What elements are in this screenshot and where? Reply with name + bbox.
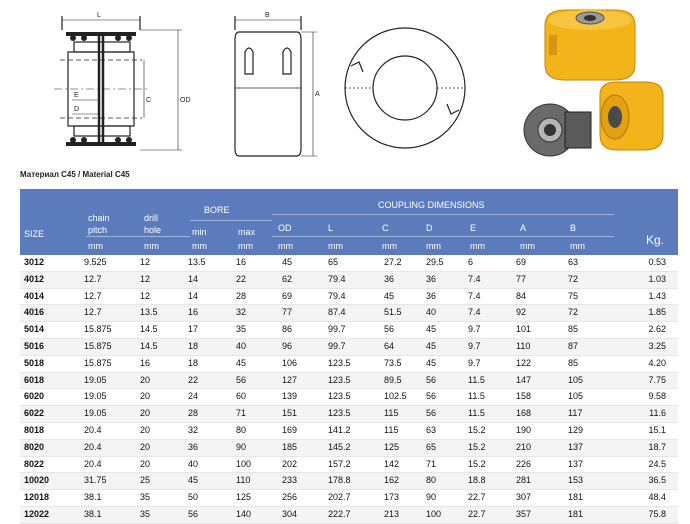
size-cell: 8020 bbox=[20, 439, 84, 456]
table-cell: 307 bbox=[516, 490, 568, 507]
table-cell: 20.4 bbox=[84, 422, 140, 439]
table-cell: 14.5 bbox=[140, 338, 188, 355]
table-row bbox=[20, 338, 678, 355]
table-cell: 15.2 bbox=[468, 439, 516, 456]
table-cell: 17 bbox=[188, 322, 236, 339]
table-cell: 106 bbox=[282, 355, 328, 372]
material-caption: Материал C45 / Material C45 bbox=[20, 170, 130, 179]
table-cell: 19.05 bbox=[84, 389, 140, 406]
table-cell: 15.875 bbox=[84, 355, 140, 372]
table-cell: 123.5 bbox=[328, 355, 384, 372]
header-hole: hole bbox=[144, 225, 162, 235]
table-cell: 158 bbox=[516, 389, 568, 406]
table-cell: 123.5 bbox=[328, 372, 384, 389]
header-divider bbox=[86, 236, 190, 237]
table-cell: 96 bbox=[282, 338, 328, 355]
table-cell: 12 bbox=[140, 255, 188, 271]
table-cell: 11.5 bbox=[468, 406, 516, 423]
table-cell: 202.7 bbox=[328, 490, 384, 507]
table-cell: 45 bbox=[426, 338, 468, 355]
table-cell: 20 bbox=[140, 406, 188, 423]
table-cell: 35 bbox=[140, 506, 188, 523]
table-cell: 64 bbox=[384, 338, 426, 355]
size-cell: 4012 bbox=[20, 271, 84, 288]
table-cell: 18 bbox=[188, 355, 236, 372]
dim-label-L: L bbox=[97, 12, 101, 19]
table-cell: 56 bbox=[426, 389, 468, 406]
kg-cell: 9.58 bbox=[618, 389, 678, 406]
table-cell: 45 bbox=[188, 473, 236, 490]
table-cell: 56 bbox=[236, 372, 282, 389]
header-coupling-dimensions: COUPLING DIMENSIONS bbox=[378, 200, 485, 210]
size-cell: 5014 bbox=[20, 322, 84, 339]
table-row bbox=[20, 422, 678, 439]
header-e: E bbox=[470, 223, 477, 233]
table-cell: 122 bbox=[516, 355, 568, 372]
table-cell: 15.875 bbox=[84, 338, 140, 355]
table-cell: 15.875 bbox=[84, 322, 140, 339]
table-cell: 40 bbox=[426, 305, 468, 322]
table-cell: 7.4 bbox=[468, 271, 516, 288]
kg-cell: 75.8 bbox=[618, 506, 678, 523]
table-cell: 56 bbox=[188, 506, 236, 523]
table-cell: 16 bbox=[140, 355, 188, 372]
table-cell: 80 bbox=[236, 422, 282, 439]
table-cell: 60 bbox=[236, 389, 282, 406]
table-cell: 56 bbox=[426, 372, 468, 389]
table-cell: 141.2 bbox=[328, 422, 384, 439]
cover-end-drawing bbox=[335, 0, 475, 165]
table-row bbox=[20, 439, 678, 456]
table-cell: 20 bbox=[140, 389, 188, 406]
table-cell: 127 bbox=[282, 372, 328, 389]
table-cell: 16 bbox=[236, 255, 282, 271]
table-cell: 38.1 bbox=[84, 506, 140, 523]
table-cell: 20.4 bbox=[84, 456, 140, 473]
table-cell: 71 bbox=[236, 406, 282, 423]
table-cell: 100 bbox=[236, 456, 282, 473]
table-cell: 123.5 bbox=[328, 389, 384, 406]
dimensions-unit-divider bbox=[272, 236, 614, 237]
table-cell: 71 bbox=[426, 456, 468, 473]
unit-e: mm bbox=[470, 241, 485, 251]
table-cell: 125 bbox=[236, 490, 282, 507]
table-cell: 28 bbox=[188, 406, 236, 423]
table-cell: 29.5 bbox=[426, 255, 468, 271]
table-cell: 7.4 bbox=[468, 288, 516, 305]
table-cell: 9.7 bbox=[468, 355, 516, 372]
unit-drill-hole: mm bbox=[144, 241, 159, 251]
table-cell: 38.1 bbox=[84, 490, 140, 507]
header-od: OD bbox=[278, 223, 292, 233]
table-cell: 75 bbox=[568, 288, 618, 305]
table-cell: 40 bbox=[236, 338, 282, 355]
coupling-side-drawing bbox=[40, 0, 200, 165]
table-cell: 31.75 bbox=[84, 473, 140, 490]
table-cell: 142 bbox=[384, 456, 426, 473]
table-cell: 87.4 bbox=[328, 305, 384, 322]
table-cell: 18.8 bbox=[468, 473, 516, 490]
kg-cell: 2.62 bbox=[618, 322, 678, 339]
table-cell: 65 bbox=[426, 439, 468, 456]
table-cell: 213 bbox=[384, 506, 426, 523]
table-cell: 45 bbox=[282, 255, 328, 271]
bore-divider bbox=[190, 220, 272, 221]
table-header bbox=[20, 189, 678, 255]
table-cell: 168 bbox=[516, 406, 568, 423]
table-cell: 36 bbox=[426, 288, 468, 305]
unit-c: mm bbox=[382, 241, 397, 251]
table-cell: 11.5 bbox=[468, 372, 516, 389]
table-cell: 125 bbox=[384, 439, 426, 456]
table-cell: 84 bbox=[516, 288, 568, 305]
table-cell: 185 bbox=[282, 439, 328, 456]
table-cell: 89.5 bbox=[384, 372, 426, 389]
table-row bbox=[20, 288, 678, 305]
table-cell: 85 bbox=[568, 355, 618, 372]
table-cell: 22.7 bbox=[468, 506, 516, 523]
table-cell: 28 bbox=[236, 288, 282, 305]
table-cell: 101 bbox=[516, 322, 568, 339]
table-row bbox=[20, 372, 678, 389]
table-cell: 12.7 bbox=[84, 305, 140, 322]
table-cell: 12.7 bbox=[84, 288, 140, 305]
table-cell: 35 bbox=[236, 322, 282, 339]
table-cell: 117 bbox=[568, 406, 618, 423]
table-cell: 281 bbox=[516, 473, 568, 490]
table-cell: 105 bbox=[568, 372, 618, 389]
size-cell: 12022 bbox=[20, 506, 84, 523]
table-cell: 13.5 bbox=[188, 255, 236, 271]
table-cell: 210 bbox=[516, 439, 568, 456]
table-cell: 9.525 bbox=[84, 255, 140, 271]
table-row bbox=[20, 389, 678, 406]
table-cell: 63 bbox=[426, 422, 468, 439]
table-cell: 77 bbox=[282, 305, 328, 322]
kg-cell: 4.20 bbox=[618, 355, 678, 372]
table-cell: 50 bbox=[188, 490, 236, 507]
table-cell: 169 bbox=[282, 422, 328, 439]
table-cell: 115 bbox=[384, 406, 426, 423]
table-cell: 16 bbox=[188, 305, 236, 322]
table-cell: 86 bbox=[282, 322, 328, 339]
header-size: SIZE bbox=[24, 229, 45, 239]
table-cell: 22 bbox=[236, 271, 282, 288]
table-cell: 62 bbox=[282, 271, 328, 288]
table-cell: 36 bbox=[426, 271, 468, 288]
table-cell: 77 bbox=[516, 271, 568, 288]
table-cell: 11.5 bbox=[468, 389, 516, 406]
unit-chain-pitch: mm bbox=[88, 241, 103, 251]
table-cell: 80 bbox=[426, 473, 468, 490]
table-cell: 123.5 bbox=[328, 406, 384, 423]
table-cell: 14 bbox=[188, 288, 236, 305]
technical-drawings bbox=[0, 0, 690, 170]
header-a: A bbox=[520, 223, 527, 233]
table-cell: 73.5 bbox=[384, 355, 426, 372]
table-cell: 35 bbox=[140, 490, 188, 507]
table-cell: 110 bbox=[516, 338, 568, 355]
table-cell: 79.4 bbox=[328, 271, 384, 288]
table-cell: 233 bbox=[282, 473, 328, 490]
table-cell: 181 bbox=[568, 490, 618, 507]
table-cell: 105 bbox=[568, 389, 618, 406]
table-cell: 36 bbox=[384, 271, 426, 288]
table-cell: 25 bbox=[140, 473, 188, 490]
kg-cell: 7.75 bbox=[618, 372, 678, 389]
unit-a: mm bbox=[520, 241, 535, 251]
size-cell: 4016 bbox=[20, 305, 84, 322]
table-cell: 147 bbox=[516, 372, 568, 389]
table-cell: 45 bbox=[426, 322, 468, 339]
table-cell: 7.4 bbox=[468, 305, 516, 322]
table-cell: 36 bbox=[188, 439, 236, 456]
unit-od: mm bbox=[278, 241, 293, 251]
table-cell: 45 bbox=[236, 355, 282, 372]
table-cell: 90 bbox=[426, 490, 468, 507]
table-cell: 63 bbox=[568, 255, 618, 271]
table-cell: 100 bbox=[426, 506, 468, 523]
size-cell: 8022 bbox=[20, 456, 84, 473]
table-cell: 92 bbox=[516, 305, 568, 322]
table-cell: 14 bbox=[188, 271, 236, 288]
header-b: B bbox=[570, 223, 577, 233]
unit-d: mm bbox=[426, 241, 441, 251]
table-cell: 15.2 bbox=[468, 456, 516, 473]
table-cell: 256 bbox=[282, 490, 328, 507]
table-cell: 27.2 bbox=[384, 255, 426, 271]
table-cell: 72 bbox=[568, 271, 618, 288]
size-cell: 3012 bbox=[20, 255, 84, 271]
table-cell: 20 bbox=[140, 372, 188, 389]
kg-cell: 48.4 bbox=[618, 490, 678, 507]
table-cell: 56 bbox=[384, 322, 426, 339]
unit-bore-min: mm bbox=[192, 241, 207, 251]
dim-label-OD: OD bbox=[180, 97, 191, 104]
header-l: L bbox=[328, 223, 334, 233]
table-cell: 137 bbox=[568, 439, 618, 456]
table-cell: 304 bbox=[282, 506, 328, 523]
table-cell: 157.2 bbox=[328, 456, 384, 473]
table-cell: 173 bbox=[384, 490, 426, 507]
table-row bbox=[20, 490, 678, 507]
kg-cell: 3.25 bbox=[618, 338, 678, 355]
table-cell: 87 bbox=[568, 338, 618, 355]
table-cell: 19.05 bbox=[84, 406, 140, 423]
table-cell: 99.7 bbox=[328, 322, 384, 339]
table-cell: 85 bbox=[568, 322, 618, 339]
table-cell: 45 bbox=[426, 355, 468, 372]
table-cell: 24 bbox=[188, 389, 236, 406]
table-cell: 51.5 bbox=[384, 305, 426, 322]
kg-cell: 36.5 bbox=[618, 473, 678, 490]
table-cell: 137 bbox=[568, 456, 618, 473]
dim-label-B: B bbox=[265, 12, 270, 19]
dim-label-A: A bbox=[315, 91, 320, 98]
table-cell: 226 bbox=[516, 456, 568, 473]
table-cell: 145.2 bbox=[328, 439, 384, 456]
table-cell: 69 bbox=[282, 288, 328, 305]
size-cell: 4014 bbox=[20, 288, 84, 305]
size-cell: 8018 bbox=[20, 422, 84, 439]
table-cell: 222.7 bbox=[328, 506, 384, 523]
table-row bbox=[20, 355, 678, 372]
table-row bbox=[20, 456, 678, 473]
header-pitch: pitch bbox=[88, 225, 108, 235]
dim-label-C: C bbox=[146, 97, 152, 104]
product-photo-illustration bbox=[505, 0, 690, 165]
table-cell: 13.5 bbox=[140, 305, 188, 322]
header-d: D bbox=[426, 223, 433, 233]
header-bore: BORE bbox=[204, 205, 230, 215]
table-cell: 22 bbox=[188, 372, 236, 389]
table-cell: 99.7 bbox=[328, 338, 384, 355]
table-cell: 40 bbox=[188, 456, 236, 473]
table-cell: 69 bbox=[516, 255, 568, 271]
dimensions-divider bbox=[272, 214, 614, 215]
header-bore-max: max bbox=[238, 227, 256, 237]
dim-label-E: E bbox=[74, 92, 79, 99]
table-cell: 19.05 bbox=[84, 372, 140, 389]
kg-cell: 11.6 bbox=[618, 406, 678, 423]
table-cell: 12 bbox=[140, 288, 188, 305]
table-cell: 178.8 bbox=[328, 473, 384, 490]
table-cell: 9.7 bbox=[468, 322, 516, 339]
table-cell: 90 bbox=[236, 439, 282, 456]
table-row bbox=[20, 305, 678, 322]
table-cell: 18 bbox=[188, 338, 236, 355]
size-cell: 6018 bbox=[20, 372, 84, 389]
table-cell: 32 bbox=[236, 305, 282, 322]
table-cell: 181 bbox=[568, 506, 618, 523]
kg-cell: 0.53 bbox=[618, 255, 678, 271]
size-cell: 6020 bbox=[20, 389, 84, 406]
kg-cell: 15.1 bbox=[618, 422, 678, 439]
header-c: C bbox=[382, 223, 389, 233]
table-cell: 20 bbox=[140, 422, 188, 439]
header-kg: Kg. bbox=[646, 233, 665, 247]
table-row bbox=[20, 255, 678, 271]
kg-cell: 18.7 bbox=[618, 439, 678, 456]
table-row bbox=[20, 406, 678, 423]
table-cell: 32 bbox=[188, 422, 236, 439]
table-row bbox=[20, 473, 678, 490]
table-cell: 140 bbox=[236, 506, 282, 523]
table-cell: 65 bbox=[328, 255, 384, 271]
table-cell: 20.4 bbox=[84, 439, 140, 456]
table-cell: 151 bbox=[282, 406, 328, 423]
table-cell: 153 bbox=[568, 473, 618, 490]
table-row bbox=[20, 322, 678, 339]
table-cell: 79.4 bbox=[328, 288, 384, 305]
table-cell: 9.7 bbox=[468, 338, 516, 355]
coupling-dimensions-table bbox=[20, 189, 678, 524]
table-cell: 14.5 bbox=[140, 322, 188, 339]
cover-side-drawing bbox=[225, 0, 325, 165]
table-cell: 102.5 bbox=[384, 389, 426, 406]
table-cell: 357 bbox=[516, 506, 568, 523]
table-cell: 15.2 bbox=[468, 422, 516, 439]
table-cell: 129 bbox=[568, 422, 618, 439]
unit-l: mm bbox=[328, 241, 343, 251]
kg-cell: 24.5 bbox=[618, 456, 678, 473]
size-cell: 12018 bbox=[20, 490, 84, 507]
unit-bore-max: mm bbox=[238, 241, 253, 251]
dim-label-D: D bbox=[74, 106, 80, 113]
table-row bbox=[20, 506, 678, 523]
size-cell: 6022 bbox=[20, 406, 84, 423]
table-cell: 22.7 bbox=[468, 490, 516, 507]
unit-b: mm bbox=[570, 241, 585, 251]
table-cell: 45 bbox=[384, 288, 426, 305]
table-cell: 12.7 bbox=[84, 271, 140, 288]
table-cell: 6 bbox=[468, 255, 516, 271]
table-cell: 110 bbox=[236, 473, 282, 490]
size-cell: 10020 bbox=[20, 473, 84, 490]
table-cell: 56 bbox=[426, 406, 468, 423]
table-cell: 202 bbox=[282, 456, 328, 473]
table-cell: 20 bbox=[140, 456, 188, 473]
table-cell: 20 bbox=[140, 439, 188, 456]
header-bore-min: min bbox=[192, 227, 207, 237]
table-cell: 139 bbox=[282, 389, 328, 406]
kg-cell: 1.85 bbox=[618, 305, 678, 322]
table-cell: 115 bbox=[384, 422, 426, 439]
table-cell: 162 bbox=[384, 473, 426, 490]
table-cell: 12 bbox=[140, 271, 188, 288]
kg-cell: 1.03 bbox=[618, 271, 678, 288]
table-row bbox=[20, 271, 678, 288]
table-cell: 72 bbox=[568, 305, 618, 322]
header-chain: chain bbox=[88, 213, 110, 223]
size-cell: 5018 bbox=[20, 355, 84, 372]
kg-cell: 1.43 bbox=[618, 288, 678, 305]
header-drill: drill bbox=[144, 213, 159, 223]
size-cell: 5016 bbox=[20, 338, 84, 355]
table-body bbox=[20, 255, 678, 523]
table-cell: 190 bbox=[516, 422, 568, 439]
